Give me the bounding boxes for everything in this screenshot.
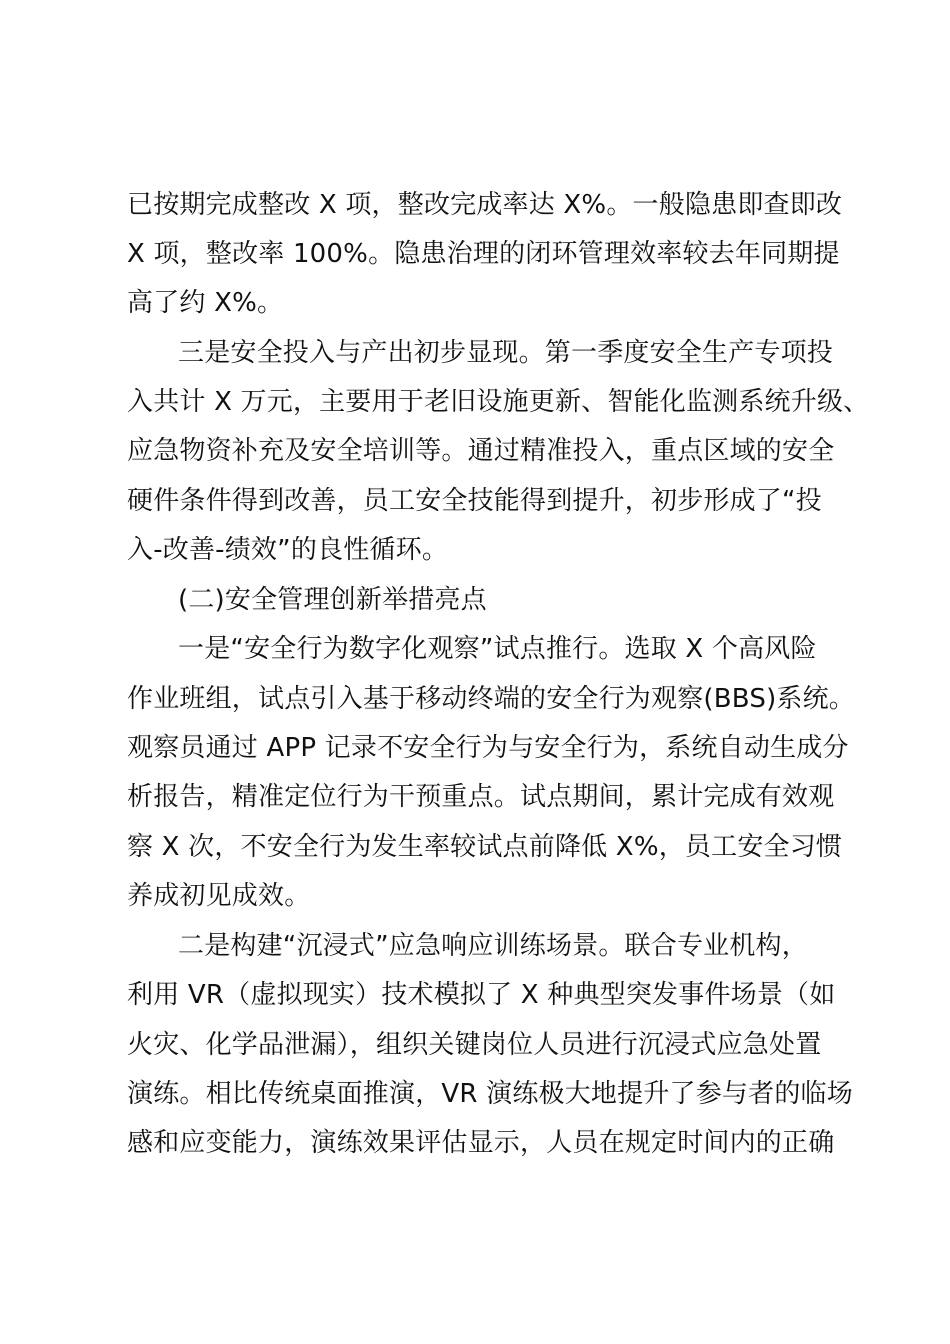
text-line: 作业班组，试点引入基于移动终端的安全行为观察(BBS)系统。 <box>127 684 856 714</box>
text-line: 高了约 X%。 <box>127 288 284 318</box>
text-line: 养成初见成效。 <box>127 881 311 911</box>
text-line: 应急物资补充及安全培训等。通过精准投入，重点区域的安全 <box>127 436 835 466</box>
text-line: 察 X 次，不安全行为发生率较试点前降低 X%，员工安全习惯 <box>127 832 843 862</box>
text-line: 观察员通过 APP 记录不安全行为与安全行为，系统自动生成分 <box>127 733 849 763</box>
text-line: 利用 VR（虚拟现实）技术模拟了 X 种典型突发事件场景（如 <box>127 980 836 1010</box>
paragraph-start-line: 三是安全投入与产出初步显现。第一季度安全生产专项投 <box>178 338 834 368</box>
text-line: 感和应变能力，演练效果评估显示，人员在规定时间内的正确 <box>127 1128 835 1158</box>
text-line: 析报告，精准定位行为干预重点。试点期间，累计完成有效观 <box>127 782 835 812</box>
text-line: 硬件条件得到改善，员工安全技能得到提升，初步形成了“投 <box>127 486 822 516</box>
text-line: 演练。相比传统桌面推演，VR 演练极大地提升了参与者的临场 <box>127 1079 853 1109</box>
paragraph-start-line: 一是“安全行为数字化观察”试点推行。选取 X 个高风险 <box>178 634 817 664</box>
text-line: X 项，整改率 100%。隐患治理的闭环管理效率较去年同期提 <box>127 239 840 269</box>
text-line: 火灾、化学品泄漏），组织关键岗位人员进行沉浸式应急处置 <box>127 1030 822 1060</box>
text-line: 已按期完成整改 X 项，整改完成率达 X%。一般隐患即查即改 <box>127 190 843 220</box>
text-line: 入共计 X 万元，主要用于老旧设施更新、智能化监测系统升级、 <box>127 387 870 417</box>
paragraph-start-line: 二是构建“沉浸式”应急响应训练场景。联合专业机构， <box>178 931 808 961</box>
text-line: 入-改善-绩效”的良性循环。 <box>127 535 449 565</box>
section-heading: (二)安全管理创新举措亮点 <box>178 585 487 615</box>
